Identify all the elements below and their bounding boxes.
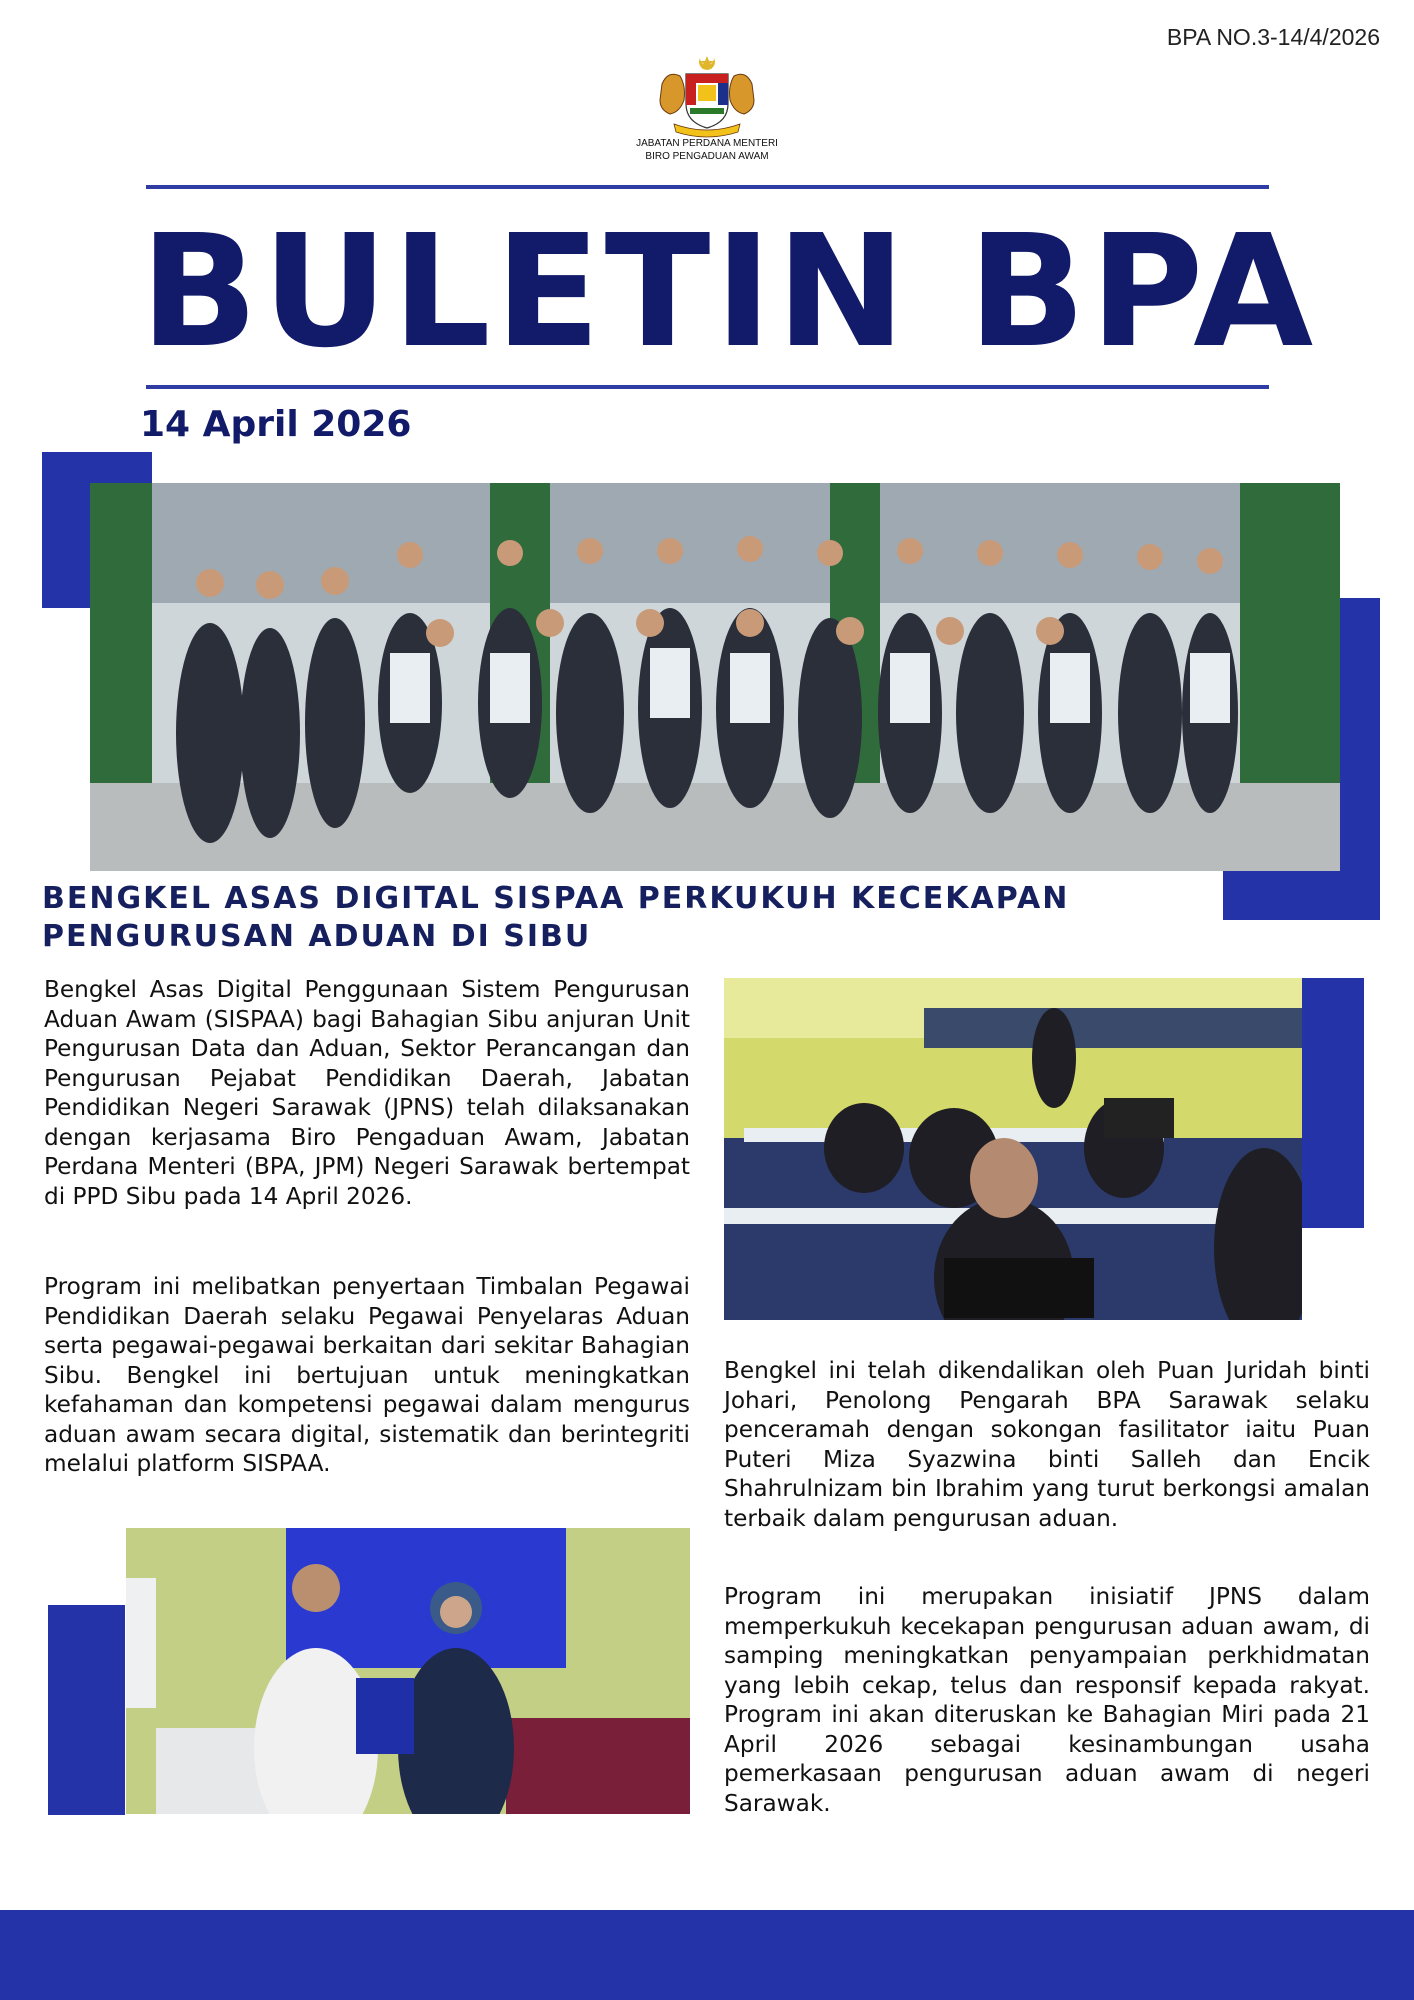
bulletin-title: BULETIN BPA xyxy=(140,201,1318,382)
group-photo xyxy=(90,483,1340,871)
decor-block-left-top xyxy=(42,452,152,484)
malaysia-coat-of-arms-icon xyxy=(654,54,760,140)
issue-date: 14 April 2026 xyxy=(140,404,412,445)
article-headline xyxy=(42,880,1122,956)
agency-name xyxy=(557,137,857,163)
paragraph-3: Bengkel ini telah dikendalikan oleh Puan Juridah binti Johari, Penolong Pengarah BPA Sarawak selaku penceramah dengan sokongan fasilitator iaitu Puan Puteri Miza Syazwina binti Salleh dan Encik Shahrulnizam bin Ibrahim yang turut berkongsi amalan terbaik dalam pengurusan aduan. xyxy=(724,1357,1370,1532)
headline-line-1: BENGKEL ASAS DIGITAL SISPAA PERKUKUH KECEKAPAN xyxy=(42,881,1070,916)
decor-block-bottom-left xyxy=(48,1605,125,1815)
bulletin-number: BPA NO.3-14/4/2026 xyxy=(1166,24,1380,50)
footer-bar xyxy=(0,1910,1414,2000)
paragraph-4: Program ini merupakan inisiatif JPNS dalam memperkukuh kecekapan pengurusan aduan awam, di samping meningkatkan penyampaian perkhidmatan yang lebih cekap, telus dan responsif kepada rakyat. Program ini akan diteruskan ke Bahagian Miri pada 21 April 2026 sebagai kesinambungan usaha pemerkasaan pengurusan aduan awam di negeri Sarawak. xyxy=(724,1583,1370,1817)
top-rule xyxy=(146,185,1269,189)
headline-line-2: PENGURUSAN ADUAN DI SIBU xyxy=(42,919,592,954)
workshop-photo xyxy=(724,978,1302,1320)
bottom-rule xyxy=(146,385,1269,389)
presentation-photo xyxy=(126,1528,690,1814)
paragraph-2: Program ini melibatkan penyertaan Timbalan Pegawai Pendidikan Daerah selaku Pegawai Penyelaras Aduan serta pegawai-pegawai berkaitan dari sekitar Bahagian Sibu. Bengkel ini bertujuan untuk meningkatkan kefahaman dan kompetensi pegawai dalam mengurus aduan awam secara digital, sistematik dan berintegriti melalui platform SISPAA. xyxy=(44,1273,690,1477)
agency-line-1: JABATAN PERDANA MENTERI xyxy=(636,138,778,149)
paragraph-1: Bengkel Asas Digital Penggunaan Sistem Pengurusan Aduan Awam (SISPAA) bagi Bahagian Sibu anjuran Unit Pengurusan Data dan Aduan, Sektor Perancangan dan Pengurusan Pejabat Pendidikan Daerah, Jabatan Pendidikan Negeri Sarawak (JPNS) telah dilaksanakan dengan kerjasama Biro Pengaduan Awam, Jabatan Perdana Menteri (BPA, JPM) Negeri Sarawak bertempat di PPD Sibu pada 14 April 2026. xyxy=(44,976,690,1210)
agency-line-2: BIRO PENGADUAN AWAM xyxy=(645,151,769,162)
